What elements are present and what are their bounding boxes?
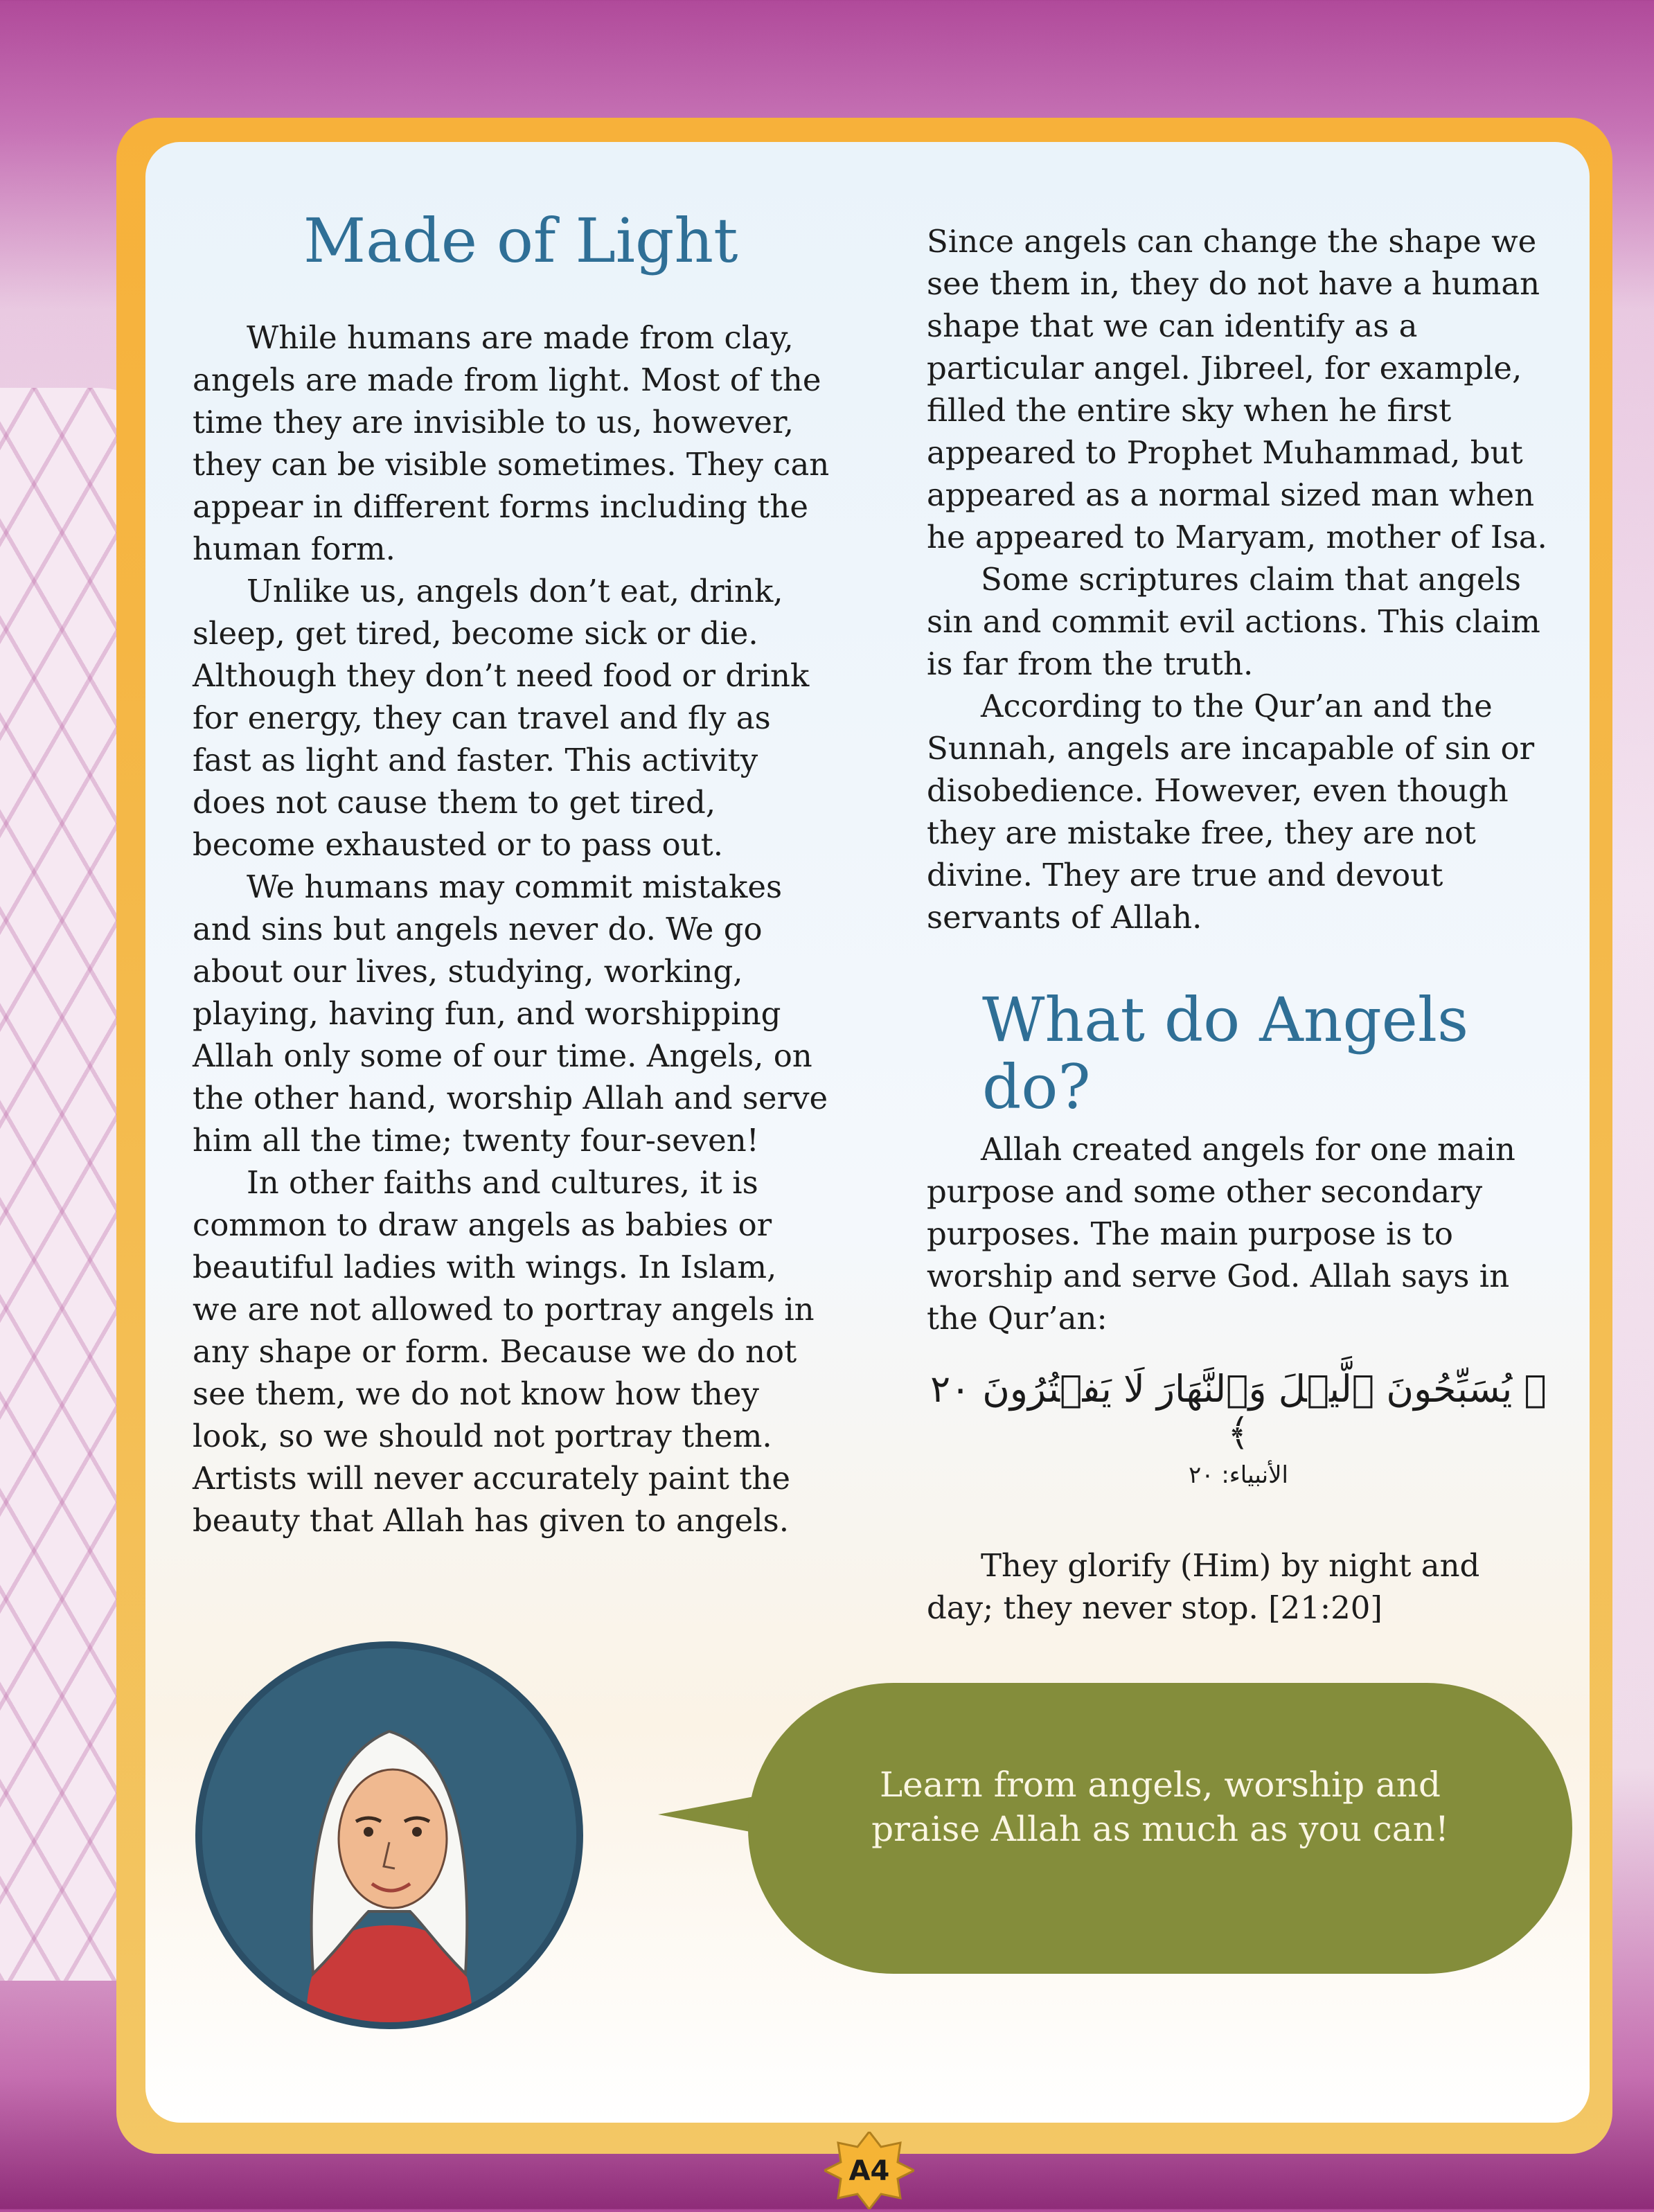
heading-made-of-light: Made of Light xyxy=(303,205,738,276)
girl-avatar xyxy=(195,1641,583,2029)
paragraph: Unlike us, angels don’t eat, drink, sleep, get tired, become sick or die. Although they don’t need food or drink for energy, they can travel and fly as fast as light and faster. This activity does not cause them to get tired, become exhausted or to pass out. xyxy=(193,572,810,863)
right-column xyxy=(927,220,1550,1629)
paragraph: While humans are made from clay, angels are made from light. Most of the time they are invisible to us, however, they can be visible sometimes. They can appear in different forms including the human form. xyxy=(193,319,830,567)
speech-bubble-text xyxy=(776,1763,1545,1851)
page-number: A4 xyxy=(848,2155,890,2187)
paragraph: Since angels can change the shape we see them in, they do not have a human shape that we can identify as a particular angel. Jibreel, for example, filled the entire sky when he first appeared to Prophet Muhammad, but appeared as a normal sized man when he appeared to Maryam, mother of Isa. xyxy=(927,223,1547,555)
heading-what-do-angels-do: What do Angels do? xyxy=(982,984,1469,1123)
paragraph: Allah created angels for one main purpose and some other secondary purposes. The main purpose is to worship and serve God. Allah says in the Qur’an: xyxy=(927,1130,1515,1337)
paragraph: According to the Qur’an and the Sunnah, angels are incapable of sin or disobedience. However, even though they are mistake free, they are not divine. They are true and devout servants of Allah. xyxy=(927,688,1535,936)
speech-line-1: Learn from angels, worship and xyxy=(879,1765,1441,1805)
paragraph: We humans may commit mistakes and sins but angels never do. We go about our lives, studying, working, playing, having fun, and worshipping Allah only some of our time. Angels, on the other hand, worship Allah and serve him all the time; twenty four-seven! xyxy=(193,868,828,1159)
page-number-badge xyxy=(824,2132,914,2209)
verse-translation: They glorify (Him) by night and day; they never stop. [21:20] xyxy=(927,1546,1480,1626)
left-column xyxy=(193,205,830,1542)
quran-verse: ﴿ يُسَبِّحُونَ ٱلَّيۡلَ وَٱلنَّهَارَ لَا يَفۡتُرُونَ ٢٠ ﴾ xyxy=(930,1366,1547,1454)
paragraph: Some scriptures claim that angels sin and commit evil actions. This claim is far from the truth. xyxy=(927,561,1540,682)
paragraph: In other faiths and cultures, it is common to draw angels as babies or beautiful ladies with wings. In Islam, we are not allowed to portray angels in any shape or form. Because we do not see them, we do not know how they look, so we should not portray them. Artists will never accurately paint the beauty that Allah has given to angels. xyxy=(193,1163,815,1539)
quran-reference: الأنبياء: ٢٠ xyxy=(1189,1461,1288,1489)
girl-illustration xyxy=(202,1648,576,2022)
speech-line-2: praise Allah as much as you can! xyxy=(871,1809,1449,1849)
